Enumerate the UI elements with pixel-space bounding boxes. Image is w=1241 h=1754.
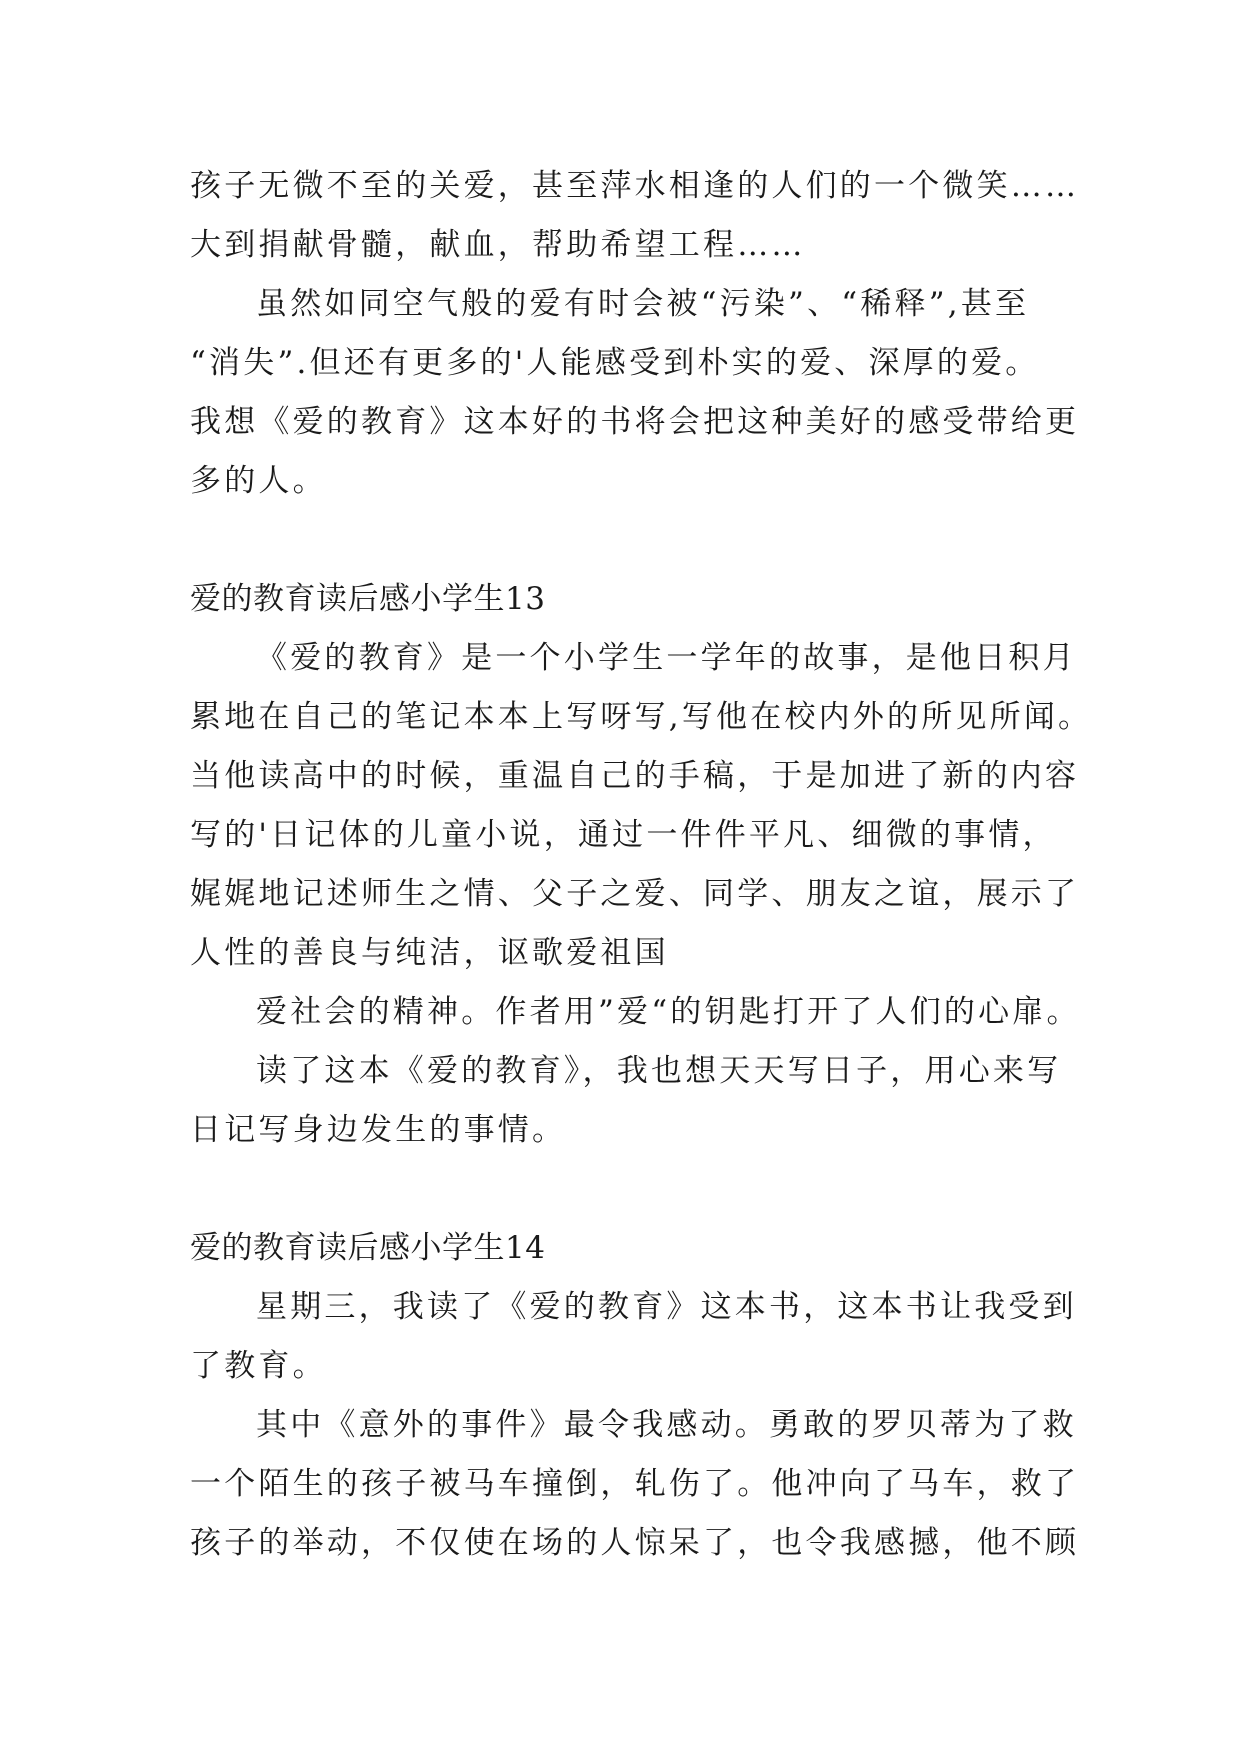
paragraph-line: 我想《爱的教育》这本好的书将会把这种美好的感受带给更 <box>190 404 1080 440</box>
paragraph-line: 星期三，我读了《爱的教育》这本书，这本书让我受到 <box>256 1289 1077 1325</box>
paragraph-line: 多的人。 <box>190 463 327 499</box>
paragraph-line: 日记写身边发生的事情。 <box>190 1112 567 1148</box>
paragraph-line: “消失”.但还有更多的'人能感受到朴实的爱、深厚的爱。 <box>190 345 1040 381</box>
paragraph-line: 了教育。 <box>190 1348 327 1384</box>
paragraph-line: 大到捐献骨髓，献血，帮助希望工程…… <box>190 227 806 263</box>
paragraph-line: 读了这本《爱的教育》，我也想天天写日子，用心来写 <box>256 1053 1062 1089</box>
paragraph-line: 累地在自己的笔记本本上写呀写,写他在校内外的所见所闻。 <box>190 699 1093 735</box>
paragraph-line: 虽然如同空气般的爱有时会被“污染”、“稀释”,甚至 <box>256 286 1030 322</box>
paragraph-line: 人性的善良与纯洁，讴歌爱祖国 <box>190 935 669 971</box>
paragraph-line: 《爱的教育》是一个小学生一学年的故事，是他日积月 <box>256 640 1077 676</box>
section-heading: 爱的教育读后感小学生13 <box>190 581 546 617</box>
paragraph-line: 写的'日记体的儿童小说，通过一件件平凡、细微的事情， <box>190 817 1057 853</box>
paragraph-line: 孩子的举动，不仅使在场的人惊呆了，也令我感撼，他不顾 <box>190 1525 1080 1561</box>
paragraph-line: 一个陌生的孩子被马车撞倒，轧伤了。他冲向了马车，救了 <box>190 1466 1080 1502</box>
paragraph-line: 爱社会的精神。作者用”爱“的钥匙打开了人们的心扉。 <box>256 994 1081 1030</box>
paragraph-line: 其中《意外的事件》最令我感动。勇敢的罗贝蒂为了救 <box>256 1407 1077 1443</box>
paragraph-line: 孩子无微不至的关爱，甚至萍水相逢的人们的一个微笑…… <box>190 168 1080 204</box>
paragraph-line: 娓娓地记述师生之情、父子之爱、同学、朋友之谊，展示了 <box>190 876 1080 912</box>
section-heading: 爱的教育读后感小学生14 <box>190 1230 546 1266</box>
paragraph-line: 当他读高中的时候，重温自己的手稿，于是加进了新的内容 <box>190 758 1080 794</box>
